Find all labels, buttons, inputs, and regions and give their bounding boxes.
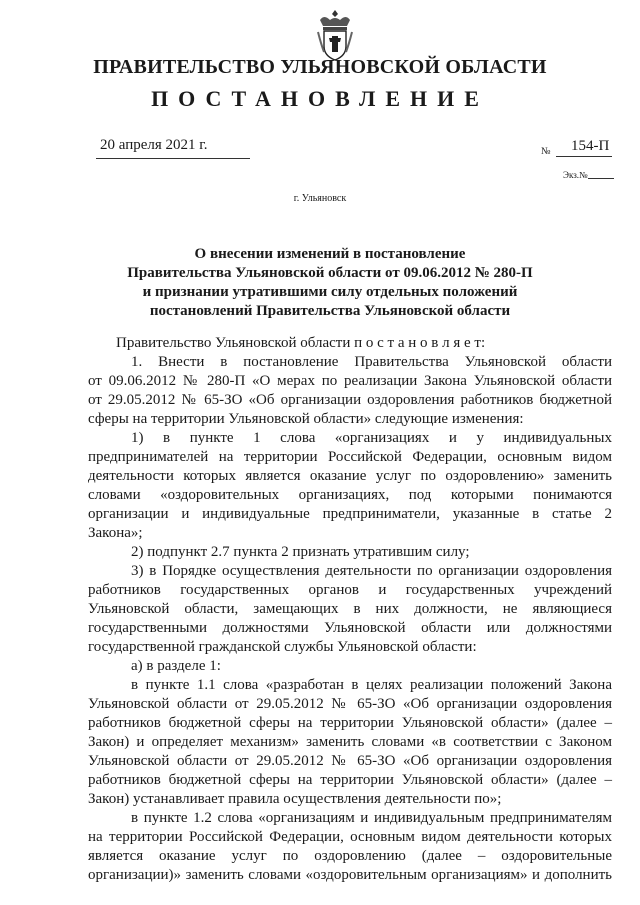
body-line: Закона»; [88,525,143,541]
document-number: 154-П [571,138,610,154]
body-line: Ульяновской области от 29.05.2012 № 65-ЗО «Об организации оздоровления [88,696,612,712]
body-line: Закон) устанавливает правила осуществления деятельности по»; [88,791,502,807]
body-line: деятельности которых является оказание услуг по оздоровлению» заменить [88,468,612,484]
title-line: О внесении изменений в постановление [194,246,466,262]
body-line: государственными должностями Ульяновской области или должностями [88,620,612,636]
body-line: Закон) и определяет механизм» заменить словами «в соответствии с Законом [88,734,612,750]
body-line: государственной гражданской службы Ульяновской области: [88,639,477,655]
body-line: 2) подпункт 2.7 пункта 2 признать утратившим силу; [131,544,470,560]
body-line: предпринимателей на территории Российской Федерации, основным видом [88,449,612,465]
body-line: 3) в Порядке осуществления деятельности по организации оздоровления [131,563,612,579]
government-name: ПРАВИТЕЛЬСТВО УЛЬЯНОВСКОЙ ОБЛАСТИ [93,56,547,78]
body-line: работников государственных органов и государственных учреждений [88,582,612,598]
body-line: Правительство Ульяновской области п о с т а н о в л я е т: [116,335,486,351]
body-line: Ульяновской области от 29.05.2012 № 65-ЗО «Об организации оздоровления [88,753,612,769]
body-line: от 29.05.2012 № 65-ЗО «Об организации оздоровления работников бюджетной [88,392,612,408]
body-line: словами «оздоровительных организациях, под которыми понимаются [88,487,612,503]
number-sign: № [541,146,551,157]
body-line: сферы на территории Ульяновской области» следующие изменения: [88,411,524,427]
copy-number-underline [588,178,614,179]
title-line: постановлений Правительства Ульяновской области [149,303,511,319]
body-line: на территории Российской Федерации, основным видом деятельности которых [88,829,612,845]
body-line: работников бюджетной сферы на территории Ульяновской области» (далее – [88,772,612,788]
body-line: в пункте 1.1 слова «разработан в целях реализации положений Закона [131,677,612,693]
body-line: 1) в пункте 1 слова «организациях и у индивидуальных [131,430,612,446]
body-line: 1. Внести в постановление Правительства Ульяновской области [131,354,612,370]
body-line: работников бюджетной сферы на территории Ульяновской области» (далее – [88,715,612,731]
document-date: 20 апреля 2021 г. [100,137,208,153]
body-line: Ульяновской области, замещающих в них должности, не являющиеся [88,601,612,617]
date-underline [96,158,250,159]
body-line: в пункте 1.2 слова «организациям и индивидуальным предпринимателям [131,810,612,826]
city-name: г. Ульяновск [293,193,347,204]
body-line: от 09.06.2012 № 280-П «О мерах по реализации Закона Ульяновской области [88,373,612,389]
title-line: Правительства Ульяновской области от 09.06.2012 № 280-П [127,265,533,281]
number-underline [556,156,612,157]
document-title [120,245,540,321]
copy-number-label: Экз.№ [563,170,588,180]
body-line: организации и индивидуальные предприниматели, указанные в статье 2 [88,506,612,522]
body-line: а) в разделе 1: [131,658,221,674]
body-line: организации)» заменить словами «оздоровительным организациям» и дополнить [88,867,612,883]
title-line: и признании утратившими силу отдельных положений [142,284,518,300]
document-type: ПОСТАНОВЛЕНИЕ [151,86,489,111]
body-line: является оказание услуг по оздоровлению (далее – оздоровительные [88,848,612,864]
